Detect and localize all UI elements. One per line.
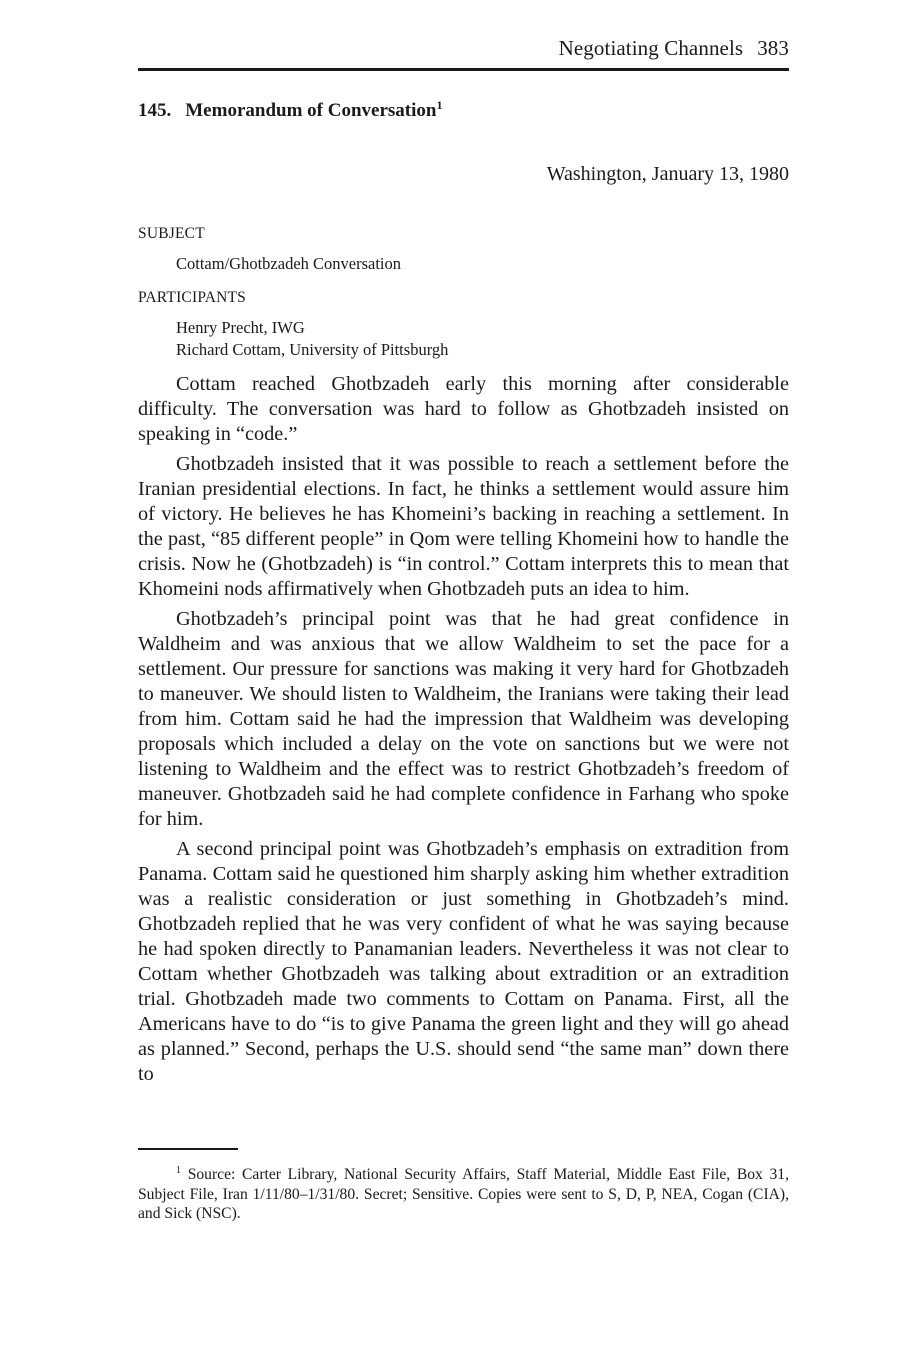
footnote-reference: 1 <box>436 98 443 112</box>
header-rule <box>138 68 789 71</box>
body-paragraph: A second principal point was Ghotbzadeh’s emphasis on extradition from Panama. Cottam said he questioned him sharply asking him whether extradition was a realistic consideration or just something in Ghotbzadeh’s mind. Ghotbzadeh replied that he was very confident of what he was saying because he had spoken directly to Panamanian leaders. Nevertheless it was not clear to Cottam whether Ghotbzadeh was talking about extradition or an extradition trial. Ghotbzadeh made two comments to Cottam on Panama. First, all the Americans have to do “is to give Panama the green light and they will go ahead as planned.” Second, perhaps the U.S. should send “the same man” down there to <box>138 838 789 1085</box>
footnote-text: Source: Carter Library, National Security Affairs, Staff Material, Middle East File, Box 31, Subject File, Iran 1/11/80–1/31/80. Secret; Sensitive. Copies were sent to S, D, P, NEA, Cogan (CIA), and Sick (NSC). <box>138 1166 789 1222</box>
participants-label: PARTICIPANTS <box>138 289 247 306</box>
body-paragraph: Ghotbzadeh’s principal point was that he had great confidence in Waldheim and was anxious that we allow Waldheim to set the pace for a settlement. Our pressure for sanctions was making it very hard for Ghotbzadeh to maneuver. We should listen to Waldheim, the Iranians were taking their lead from him. Cottam said he had the impression that Waldheim was developing proposals which included a delay on the vote on sanctions but we were not listening to Waldheim and the effect was to restrict Ghotbzadeh’s freedom of maneuver. Ghotbzadeh said he had complete confidence in Farhang who spoke for him. <box>138 608 789 830</box>
document-number: 145. <box>138 100 172 121</box>
document-title <box>138 100 442 122</box>
subject-text: Cottam/Ghotbzadeh Conversation <box>176 254 401 273</box>
footnote <box>138 1165 789 1224</box>
participant-name: Richard Cottam, University of Pittsburgh <box>176 340 449 359</box>
running-head <box>559 36 789 61</box>
subject-label: SUBJECT <box>138 225 205 242</box>
dateline: Washington, January 13, 1980 <box>546 163 789 185</box>
footnote-marker: 1 <box>176 1165 181 1176</box>
page-number: 383 <box>757 36 789 60</box>
footnote-rule <box>138 1148 238 1150</box>
document-title-text: Memorandum of Conversation <box>185 100 437 121</box>
body-text <box>138 372 789 1092</box>
body-paragraph: Cottam reached Ghotbzadeh early this morning after considerable difficulty. The conversation was hard to follow as Ghotbzadeh insisted on speaking in “code.” <box>138 373 789 445</box>
running-head-title: Negotiating Channels <box>558 36 744 60</box>
participant-name: Henry Precht, IWG <box>176 318 305 337</box>
body-paragraph: Ghotbzadeh insisted that it was possible to reach a settlement before the Iranian presidential elections. In fact, he thinks a settlement would assure him of victory. He believes he has Khomeini’s backing in reaching a settlement. In the past, “85 different people” in Qom were telling Khomeini how to handle the crisis. Now he (Ghotbzadeh) is “in control.” Cottam interprets this to mean that Khomeini nods affirmatively when Ghotbzadeh puts an idea to him. <box>138 453 789 600</box>
